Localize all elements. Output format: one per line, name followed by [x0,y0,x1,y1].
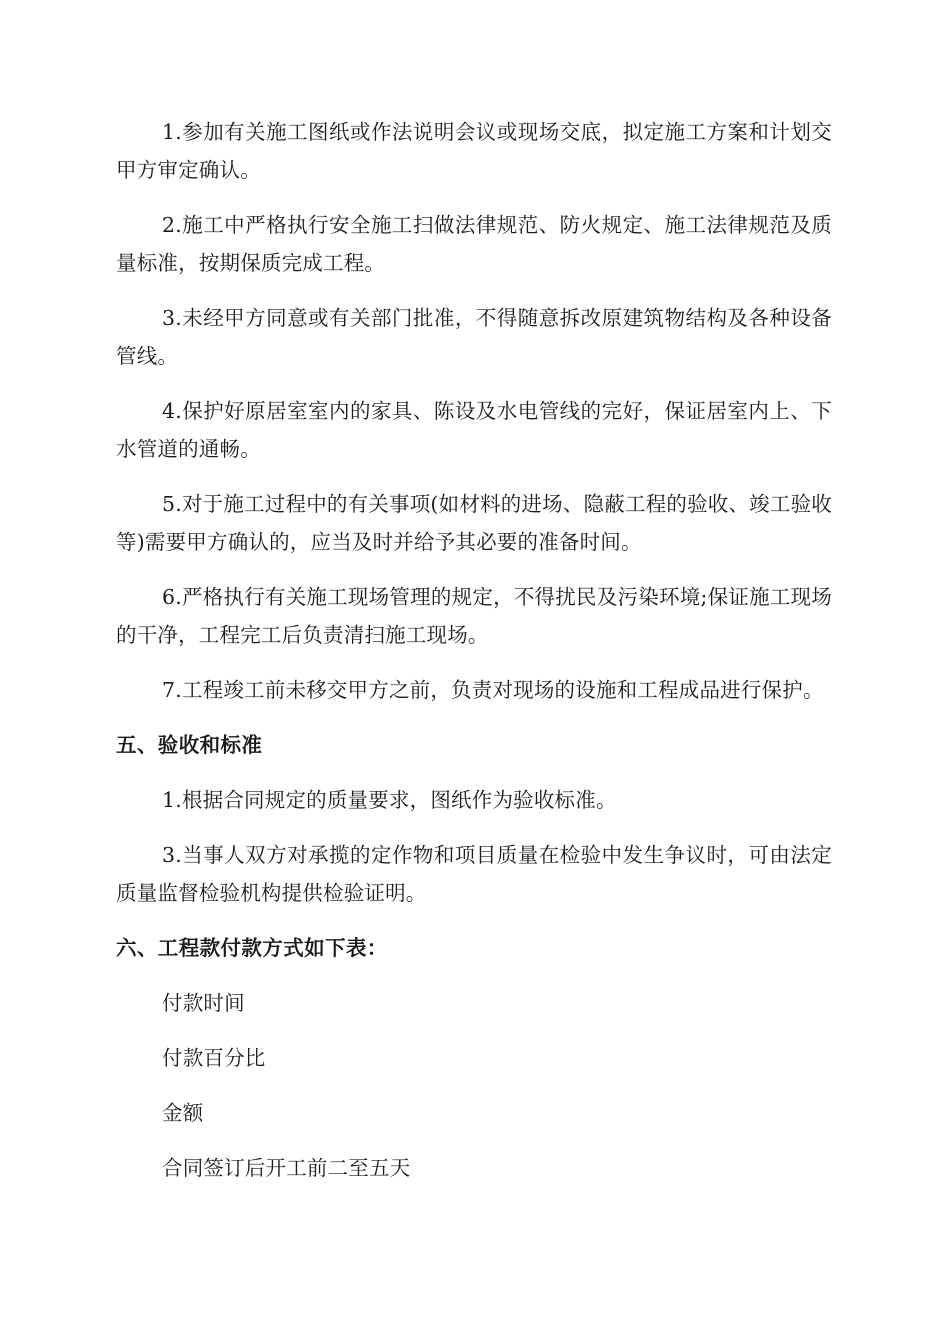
paragraph-item-1: 1.参加有关施工图纸或作法说明会议或现场交底，拟定施工方案和计划交甲方审定确认。 [116,120,832,182]
paragraph-item-5: 5.对于施工过程中的有关事项(如材料的进场、隐蔽工程的验收、竣工验收等)需要甲方确认的，应当及时并给予其必要的准备时间。 [116,492,832,554]
paragraph-item-4: 4.保护好原居室室内的家具、陈设及水电管线的完好，保证居室内上、下水管道的通畅。 [116,399,832,461]
payment-item-time: 付款时间 [162,991,245,1015]
acceptance-paragraph-3: 3.当事人双方对承揽的定作物和项目质量在检验中发生争议时，可由法定质量监督检验机构提供检验证明。 [116,843,832,905]
document-body [116,113,832,1204]
paragraph-item-3: 3.未经甲方同意或有关部门批准，不得随意拆改原建筑物结构及各种设备管线。 [116,306,832,368]
paragraph-item-7: 7.工程竣工前未移交甲方之前，负责对现场的设施和工程成品进行保护。 [162,678,824,702]
section-heading-acceptance: 五、验收和标准 [116,733,263,757]
payment-item-stage-1: 合同签订后开工前二至五天 [162,1156,411,1180]
payment-item-amount: 金额 [162,1101,204,1125]
paragraph-item-6: 6.严格执行有关施工现场管理的规定，不得扰民及污染环境;保证施工现场的干净，工程完工后负责清扫施工现场。 [116,585,832,647]
paragraph-item-2: 2.施工中严格执行安全施工扫做法律规范、防火规定、施工法律规范及质量标准，按期保质完成工程。 [116,213,832,275]
section-heading-payment: 六、工程款付款方式如下表： [116,936,388,960]
payment-item-percentage: 付款百分比 [162,1046,266,1070]
acceptance-paragraph-1: 1.根据合同规定的质量要求，图纸作为验收标准。 [162,788,617,812]
